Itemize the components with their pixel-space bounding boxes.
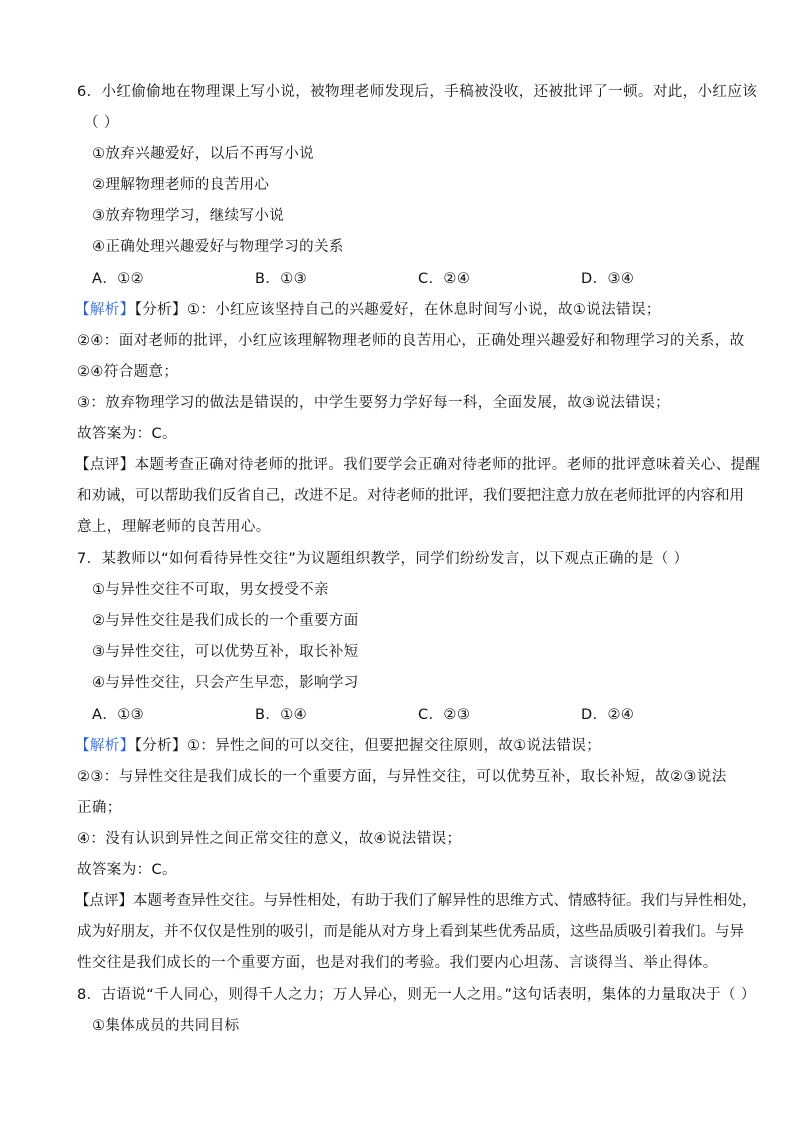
question-7-stem: 7．某教师以“如何看待异性交往”为议题组织教学，同学们纷纷发言，以下观点正确的是（ ） [77, 551, 689, 567]
question-6-analysis-line-3: ②④符合题意； [77, 364, 179, 380]
question-7-item-3: ③与异性交往，可以优势互补，取长补短 [92, 644, 359, 660]
question-7-analysis-line-1 [75, 736, 601, 756]
question-7-analysis-line-2: ②③：与异性交往是我们成长的一个重要方面，与异性交往，可以优势互补，取长补短，故②③说法 [77, 769, 727, 785]
question-7-choice-a: A．①③ [92, 707, 145, 723]
question-6-stem-line-2: （ ） [84, 115, 119, 131]
question-6-choice-c: C．②④ [418, 271, 471, 287]
analysis-text: 【分析】①：异性之间的可以交往，但要把握交往原则，故①说法错误； [134, 738, 602, 754]
question-7-answer: 故答案为：C。 [77, 862, 177, 878]
question-6-comment-line-2: 和劝诫，可以帮助我们反省自己，改进不足。对待老师的批评，我们要把注意力放在老师批评的内容和用 [77, 488, 744, 504]
question-7-comment-line-3: 性交往是我们成长的一个重要方面，也是对我们的考验。我们要内心坦荡、言谈得当、举止得体。 [77, 955, 718, 971]
question-6-item-4: ④正确处理兴趣爱好与物理学习的关系 [92, 239, 344, 255]
question-7-analysis-line-4: ④：没有认识到异性之间正常交往的意义，故④说法错误； [77, 831, 462, 847]
question-6-choice-a: A．①② [92, 271, 145, 287]
question-6-item-1: ①放弃兴趣爱好，以后不再写小说 [92, 146, 314, 162]
question-7-item-1: ①与异性交往不可取，男女授受不亲 [92, 582, 329, 598]
question-7-choice-b: B．①④ [255, 707, 308, 723]
question-6-comment-line-3: 意上，理解老师的良苦用心。 [77, 519, 271, 535]
question-7-analysis-line-3: 正确； [77, 800, 122, 816]
question-7-choice-d: D．②④ [581, 707, 635, 723]
jiexi-tag: 【解析】 [75, 302, 135, 318]
question-6-comment-line-1: 【点评】本题考查正确对待老师的批评。我们要学会正确对待老师的批评。老师的批评意味着关心、提醒 [75, 457, 761, 473]
question-6-choice-b: B．①③ [255, 271, 308, 287]
question-7-item-4: ④与异性交往，只会产生早恋，影响学习 [92, 675, 359, 691]
question-7-comment-line-1: 【点评】本题考查异性交往。与异性相处，有助于我们了解异性的思维方式、情感特征。我们与异性相处， [75, 893, 757, 909]
question-8-stem: 8．古语说“千人同心，则得千人之力；万人异心，则无一人之用。”这句话表明，集体的力量取决于（ ） [77, 987, 756, 1003]
question-6-answer: 故答案为：C。 [77, 426, 177, 442]
question-6-choice-d: D．③④ [581, 271, 635, 287]
question-6-item-2: ②理解物理老师的良苦用心 [92, 177, 270, 193]
analysis-text: 【分析】①：小红应该坚持自己的兴趣爱好，在休息时间写小说，故①说法错误； [134, 302, 661, 318]
question-6-stem-line-1: 6．小红偷偷地在物理课上写小说，被物理老师发现后，手稿被没收，还被批评了一顿。对此，小红应该 [77, 84, 758, 100]
question-6-analysis-line-1 [75, 300, 661, 320]
question-7-comment-line-2: 成为好朋友，并不仅仅是性别的吸引，而是能从对方身上看到某些优秀品质，这些品质吸引着我们。与异 [77, 924, 744, 940]
jiexi-tag: 【解析】 [75, 738, 135, 754]
question-6-item-3: ③放弃物理学习，继续写小说 [92, 208, 285, 224]
question-7-choice-c: C．②③ [418, 707, 471, 723]
question-7-item-2: ②与异性交往是我们成长的一个重要方面 [92, 613, 359, 629]
question-6-analysis-line-2: ②④：面对老师的批评，小红应该理解物理老师的良苦用心，正确处理兴趣爱好和物理学习的关系，故 [77, 333, 745, 349]
question-8-item-1: ①集体成员的共同目标 [92, 1018, 240, 1034]
question-6-analysis-line-4: ③：放弃物理学习的做法是错误的，中学生要努力学好每一科，全面发展，故③说法错误； [77, 395, 670, 411]
